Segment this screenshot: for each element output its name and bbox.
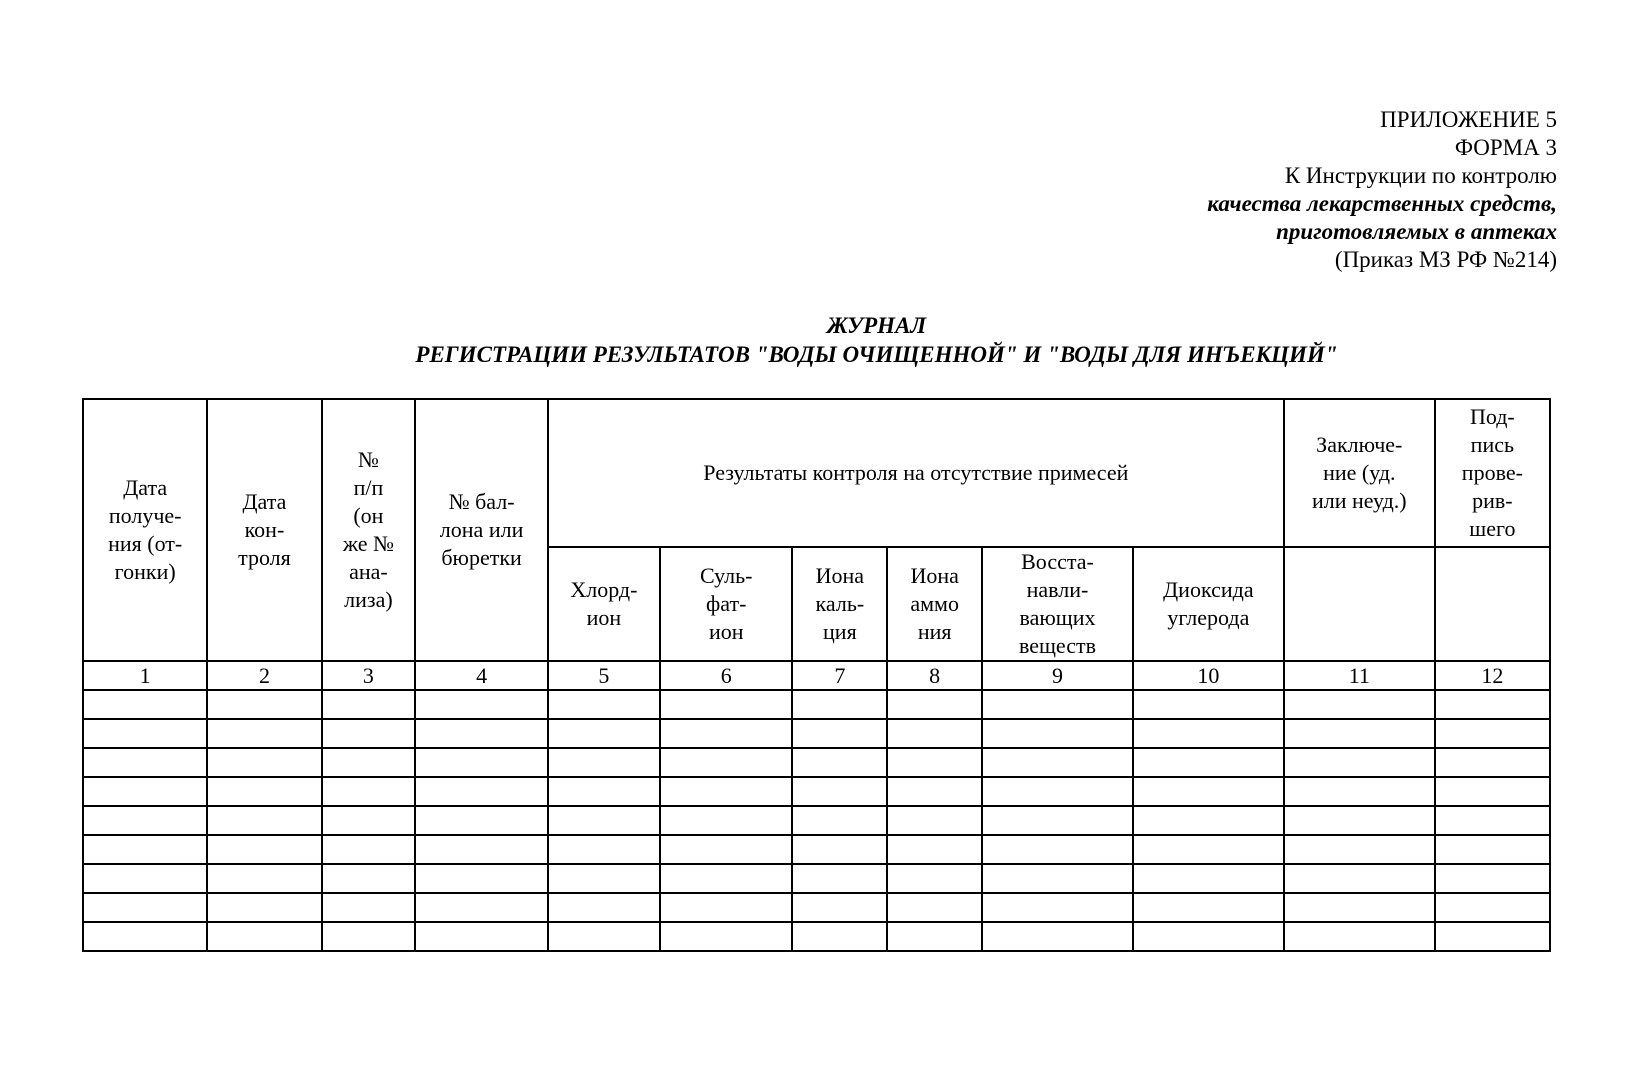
table-cell [1435, 748, 1550, 777]
table-row [83, 719, 1550, 748]
table-row [83, 806, 1550, 835]
table-cell [887, 835, 982, 864]
column-number: 10 [1133, 661, 1284, 690]
table-cell [548, 893, 660, 922]
table-cell [322, 806, 416, 835]
instruction-reference: К Инструкции по контролю [1284, 163, 1557, 188]
table-cell [982, 922, 1133, 951]
table-cell [322, 719, 416, 748]
table-cell [83, 719, 207, 748]
table-cell [1284, 719, 1435, 748]
table-cell [887, 777, 982, 806]
table-cell [207, 690, 321, 719]
journal-title-line2: РЕГИСТРАЦИИ РЕЗУЛЬТАТОВ "ВОДЫ ОЧИЩЕННОЙ" И "ВОДЫ ДЛЯ ИНЪЕКЦИЙ" [415, 342, 1338, 367]
table-cell [1133, 748, 1284, 777]
column-number: 5 [548, 661, 660, 690]
table-cell [415, 835, 548, 864]
table-cell [415, 719, 548, 748]
table-cell [982, 748, 1133, 777]
table-cell [982, 719, 1133, 748]
table-cell [660, 922, 793, 951]
table-cell [1284, 777, 1435, 806]
table-cell [83, 922, 207, 951]
table-cell [1133, 893, 1284, 922]
column-number: 2 [207, 661, 321, 690]
table-cell [792, 748, 887, 777]
table-cell [207, 922, 321, 951]
table-cell [207, 719, 321, 748]
table-cell [660, 777, 793, 806]
table-cell [660, 690, 793, 719]
table-cell [548, 690, 660, 719]
table-cell [887, 806, 982, 835]
instruction-subject-line2: приготовляемых в аптеках [1276, 219, 1557, 244]
table-cell [548, 806, 660, 835]
header-row-1 [83, 399, 1550, 547]
table-cell [1284, 690, 1435, 719]
table-cell [322, 864, 416, 893]
header-analysis-number: № п/п (он же № ана- лиза) [322, 399, 416, 661]
column-number: 12 [1435, 661, 1550, 690]
table-cell [322, 835, 416, 864]
table-cell [1284, 893, 1435, 922]
column-number: 1 [83, 661, 207, 690]
table-cell [1435, 864, 1550, 893]
table-cell [415, 806, 548, 835]
table-cell [207, 835, 321, 864]
table-cell [1435, 690, 1550, 719]
journal-title-line1: ЖУРНАЛ [826, 313, 927, 338]
header-conclusion: Заключе- ние (уд. или неуд.) [1284, 399, 1435, 547]
table-cell [660, 893, 793, 922]
order-reference: (Приказ МЗ РФ №214) [1334, 247, 1557, 272]
form-number: ФОРМА 3 [1454, 135, 1557, 160]
table-cell [887, 922, 982, 951]
table-cell [1133, 806, 1284, 835]
table-cell [982, 806, 1133, 835]
table-cell [887, 893, 982, 922]
table-cell [1435, 806, 1550, 835]
table-cell [83, 777, 207, 806]
table-cell [792, 864, 887, 893]
table-cell [792, 777, 887, 806]
header-carbon-dioxide: Диоксида углерода [1133, 547, 1284, 661]
table-cell [207, 893, 321, 922]
table-cell [887, 719, 982, 748]
table-cell [982, 893, 1133, 922]
header-date-control: Дата кон- троля [207, 399, 321, 661]
column-number: 7 [792, 661, 887, 690]
table-cell [1435, 922, 1550, 951]
table-cell [1435, 835, 1550, 864]
table-cell [1284, 748, 1435, 777]
table-cell [660, 864, 793, 893]
header-reducing-substances: Восста- навли- вающих веществ [982, 547, 1133, 661]
table-cell [415, 777, 548, 806]
table-cell [1133, 777, 1284, 806]
header-cylinder-number: № бал- лона или бюретки [415, 399, 548, 661]
column-numbers-row [83, 661, 1550, 690]
table-cell [415, 922, 548, 951]
journal-table [82, 398, 1551, 952]
appendix-block [1207, 106, 1557, 274]
table-cell [548, 922, 660, 951]
table-cell [415, 864, 548, 893]
header-signature-empty [1435, 547, 1550, 661]
journal-title [0, 311, 1633, 369]
table-cell [1133, 719, 1284, 748]
table-cell [548, 835, 660, 864]
table-cell [887, 690, 982, 719]
instruction-subject-line1: качества лекарственных средств, [1207, 191, 1557, 216]
table-cell [1435, 719, 1550, 748]
table-cell [415, 893, 548, 922]
table-cell [83, 893, 207, 922]
table-cell [548, 748, 660, 777]
table-cell [548, 719, 660, 748]
header-signature: Под- пись прове- рив- шего [1435, 399, 1550, 547]
table-cell [982, 777, 1133, 806]
table-cell [1284, 922, 1435, 951]
table-cell [792, 835, 887, 864]
table-cell [792, 806, 887, 835]
table-cell [660, 719, 793, 748]
header-date-received: Дата получе- ния (от- гонки) [83, 399, 207, 661]
table-cell [83, 864, 207, 893]
table-row [83, 777, 1550, 806]
column-number: 11 [1284, 661, 1435, 690]
table-cell [792, 690, 887, 719]
table-cell [792, 719, 887, 748]
table-cell [1133, 690, 1284, 719]
table-cell [83, 690, 207, 719]
table-row [83, 748, 1550, 777]
table-cell [207, 748, 321, 777]
column-number: 4 [415, 661, 548, 690]
table-cell [1284, 806, 1435, 835]
table-row [83, 922, 1550, 951]
appendix-number: ПРИЛОЖЕНИЕ 5 [1380, 107, 1557, 132]
table-cell [1133, 864, 1284, 893]
table-cell [415, 748, 548, 777]
table-cell [548, 777, 660, 806]
header-calcium-ion: Иона каль- ция [792, 547, 887, 661]
table-cell [1133, 835, 1284, 864]
table-cell [415, 690, 548, 719]
column-number: 9 [982, 661, 1133, 690]
header-sulfate-ion: Суль- фат- ион [660, 547, 793, 661]
table-cell [1284, 835, 1435, 864]
header-impurity-results: Результаты контроля на отсутствие примесей [548, 399, 1284, 547]
table-cell [982, 864, 1133, 893]
header-conclusion-empty [1284, 547, 1435, 661]
table-cell [83, 806, 207, 835]
table-cell [982, 835, 1133, 864]
table-cell [792, 893, 887, 922]
table-cell [1435, 777, 1550, 806]
table-cell [322, 777, 416, 806]
table-cell [83, 835, 207, 864]
table-cell [207, 806, 321, 835]
table-cell [207, 864, 321, 893]
table-cell [1435, 893, 1550, 922]
column-number: 3 [322, 661, 416, 690]
table-cell [322, 690, 416, 719]
table-cell [322, 748, 416, 777]
table-cell [83, 748, 207, 777]
column-number: 6 [660, 661, 793, 690]
column-number: 8 [887, 661, 982, 690]
header-chloride-ion: Хлорд- ион [548, 547, 660, 661]
table-cell [1284, 864, 1435, 893]
table-cell [660, 748, 793, 777]
table-cell [322, 922, 416, 951]
header-ammonium-ion: Иона аммо ния [887, 547, 982, 661]
table-cell [660, 806, 793, 835]
table-cell [982, 690, 1133, 719]
table-cell [548, 864, 660, 893]
table-row [83, 864, 1550, 893]
table-cell [322, 893, 416, 922]
table-row [83, 835, 1550, 864]
table-row [83, 893, 1550, 922]
table-cell [660, 835, 793, 864]
table-cell [887, 864, 982, 893]
table-row [83, 690, 1550, 719]
table-cell [207, 777, 321, 806]
table-cell [887, 748, 982, 777]
table-cell [792, 922, 887, 951]
table-cell [1133, 922, 1284, 951]
